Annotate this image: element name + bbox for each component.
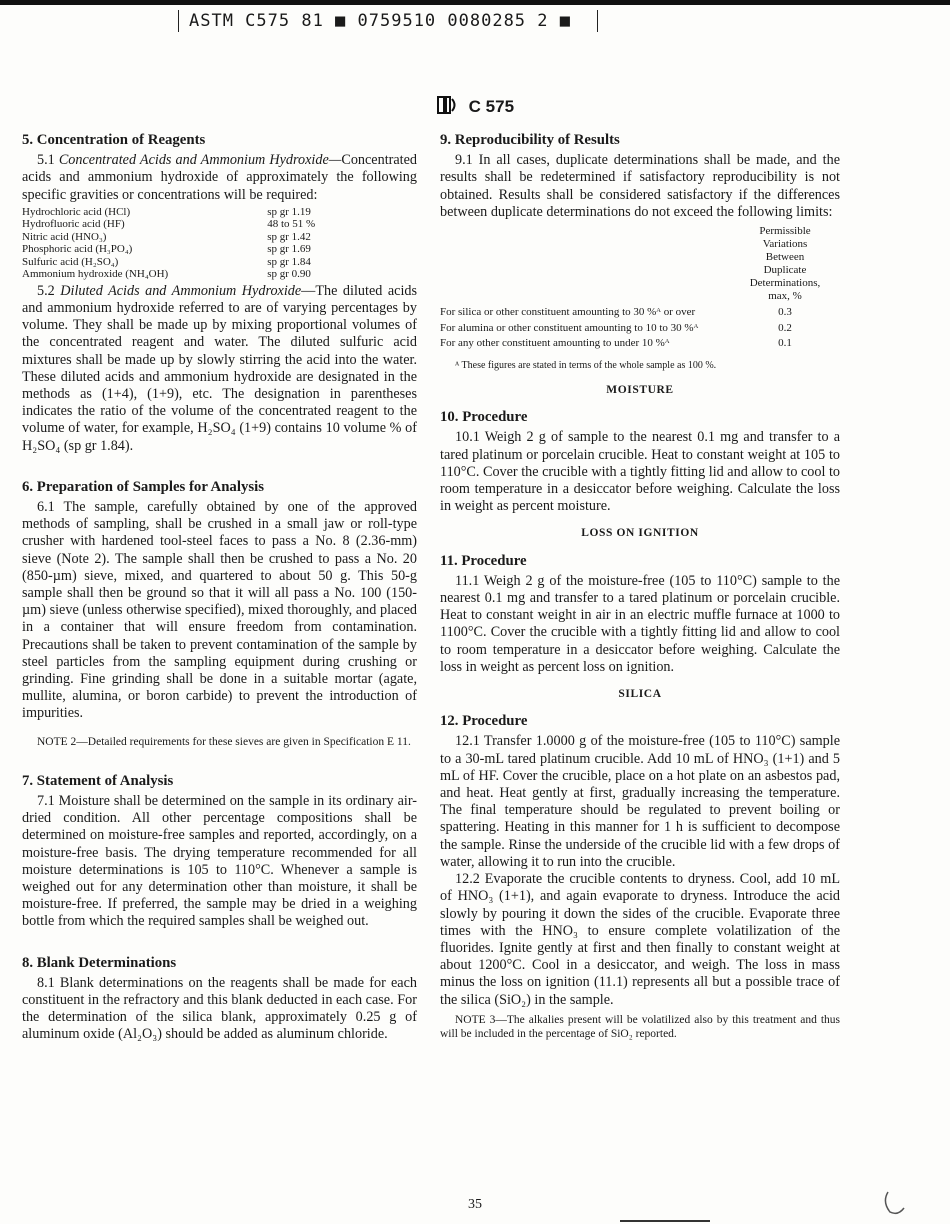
table-row: For alumina or other constituent amounting to 10 to 30 %ᴬ 0.2 [440,321,792,334]
table-row: Ammonium hydroxide (NH₄OH) sp gr 0.90 [22,268,311,281]
top-border [0,0,950,5]
column-header: Permissible Variations Between Duplicate Determinations, max, % [749,225,821,303]
scan-artifact [620,1220,710,1222]
table-row: Hydrofluoric acid (HF) 48 to 51 % [22,218,316,231]
limits-table [440,225,840,372]
table-row: Phosphoric acid (H₃PO₄) sp gr 1.69 [22,243,311,256]
table-row: For silica or other constituent amounting to 30 %ᴬ or over 0.3 [440,306,792,319]
section-title: 7. Statement of Analysis [22,772,174,789]
table-row: Hydrochloric acid (HCl) sp gr 1.19 [22,205,311,218]
note-3: NOTE 3—The alkalies present will be volatilized also by this treatment and thus will be included in the percentage of SiO₂ reported. [440,1013,840,1040]
page-header [0,95,950,120]
subheading-loss-on-ignition: LOSS ON IGNITION [581,527,699,540]
paragraph-11-1: 11.1 Weigh 2 g of the moisture-free (105 to 110°C) sample to the nearest 0.1 mg and transfer to a tared platinum or porcelain crucible. Heat to constant weight in air in an electric muffle furnace at 1000 to 1100°C. Cover the crucible with a tightly fitting lid and allow to cool to room temperature in a desiccator before weighing. Calculate the loss in weight as percent loss on ignition. [440,572,840,675]
paragraph-6-1: 6.1 The sample, carefully obtained by one of the approved methods of sampling, shall be crushed in a small jaw or roll-type crusher with hardened tool-steel faces to pass a No. 8 (2.36-mm) sieve (Note 2). The sample shall then be crushed to pass a No. 20 (850-µm) sieve, mixed, and quartered to about 50 g. This 50-g sample shall then be ground so that it will all pass a No. 100 (150-µm) sieve (unless otherwise specified), mixed thoroughly, and placed in a container that will ensure freedom from contamination. Precautions shall be taken to prevent contamination of the sample by steel particles from the sampling equipment during crushing or grinding. Fine grinding shall be done in a suitable mortar (agate, mullite, alumina, or boron carbide) to prevent the introduction of impurities. [22,499,417,722]
section-title: 5. Concentration of Reagents [22,132,206,148]
paragraph-5-2: 5.2 Diluted Acids and Ammonium Hydroxide—The diluted acids and ammonium hydroxide referred to are of varying percentages by volume. They shall be made up by mixing proportional volumes of the concentrated reagent and water. The diluted sulfuric acid mixtures shall be made up by slowly stirring the acid into the water. These diluted acids and ammonium hydroxide are designated in the methods as (1+4), (1+9), etc. The designation in parentheses indicates the ratio of the volume of the concentrated reagent to the volume of water, for example, H₂SO₄ (1+9) contains 10 volume % of H₂SO₄ (sp gr 1.84). [22,282,418,454]
section-title: 11. Procedure [440,552,527,569]
paragraph-12-1: 12.1 Transfer 1.0000 g of the moisture-free (105 to 110°C) sample to a 30-mL tared platinum crucible. Add 10 mL of HNO₃ (1+1) and 5 mL of HF. Cover the crucible, place on a hot plate on an asbestos pad, and heat. Heat gently at first, gradually increasing the temperature. The final temperature should be regulated to prevent boiling or spattering. Heating in this manner for 1 h is sufficient to decompose the sample. Rinse the underside of the crucible lid with a few drops of water, allowing it to run into the crucible. [440,733,840,870]
paragraph-9-1: 9.1 In all cases, duplicate determinations shall be made, and the results shall be redetermined if satisfactory reproducibility is not obtained. Results shall be considered satisfactory if the differences between duplicate determinations do not exceed the following limits: [440,152,840,220]
astm-logo-icon [436,95,458,120]
page-number: 35 [468,1197,482,1212]
section-title: 8. Blank Determinations [22,954,177,971]
table-row: Sulfuric acid (H₂SO₄) sp gr 1.84 [22,255,311,268]
table-row: Nitric acid (HNO₃) sp gr 1.42 [22,230,311,243]
paragraph-10-1: 10.1 Weigh 2 g of sample to the nearest 0.1 mg and transfer to a tared platinum or porcelain crucible. Heat to constant weight at 105 to 110°C. Cover the crucible with a tightly fitting lid and allow to cool to room temperature in a desiccator before weighing. Calculate the loss in weight as percent moisture. [440,429,840,515]
paragraph-12-2: 12.2 Evaporate the crucible contents to dryness. Cool, add 10 mL of HNO₃ (1+1), and again evaporate to dryness. Introduce the acid slowly by pouring it down the sides of the crucible. Evaporate three times with the HNO₃ to ensure complete volatilization of the fluorides. Ignite gently at first and then finally to constant weight at about 1200°C. Cool in a desiccator, and weigh. The loss in mass minus the loss on ignition (11.1) represents all but a possible trace of the silica (SiO₂) in the sample. [440,871,840,1008]
paragraph-7-1: 7.1 Moisture shall be determined on the sample in its ordinary air-dried condition. All other percentage compositions shall be determined on moisture-free samples and reported, accordingly, on a moisture-free basis. The drying temperature recommended for all moisture determinations is 105 to 110°C. Whenever a sample is weighed out for any determination other than moisture, it shall be moisture-free. If preferred, the sample may be dried in a weighing bottle from which the required samples shall be weighed out. [22,792,417,930]
table-footnote: ᴬ These figures are stated in terms of the whole sample as 100 %. [455,359,717,371]
right-column [440,132,840,1041]
section-title: 6. Preparation of Samples for Analysis [22,478,264,495]
paragraph-8-1: 8.1 Blank determinations on the reagents shall be made for each constituent in the refractory and this blank deducted in each case. For the determination of the silica blank, approximately 0.25 g of aluminum oxide (Al₂O₃) should be added as aluminum chloride. [22,974,417,1043]
reagents-table [22,206,352,281]
subheading-moisture: MOISTURE [606,384,674,397]
subheading-silica: SILICA [618,688,662,701]
section-title: 10. Procedure [440,409,528,426]
microfilm-stamp: ASTM C575 81 ■ 0759510 0080285 2 ■ [178,10,598,32]
note-2: NOTE 2—Detailed requirements for these sieves are given in Specification E 11. [37,735,411,748]
section-title: 9. Reproducibility of Results [440,132,620,148]
scan-mark-icon [882,1188,908,1216]
designation: C 575 [468,96,515,116]
section-title: 12. Procedure [440,713,528,730]
left-column [22,132,417,1044]
table-row: For any other constituent amounting to under 10 %ᴬ 0.1 [440,337,792,350]
paragraph-5-1: 5.1 Concentrated Acids and Ammonium Hydroxide—Concentrated acids and ammonium hydroxide of approximately the following specific gravities or concentrations will be required: [22,152,417,203]
